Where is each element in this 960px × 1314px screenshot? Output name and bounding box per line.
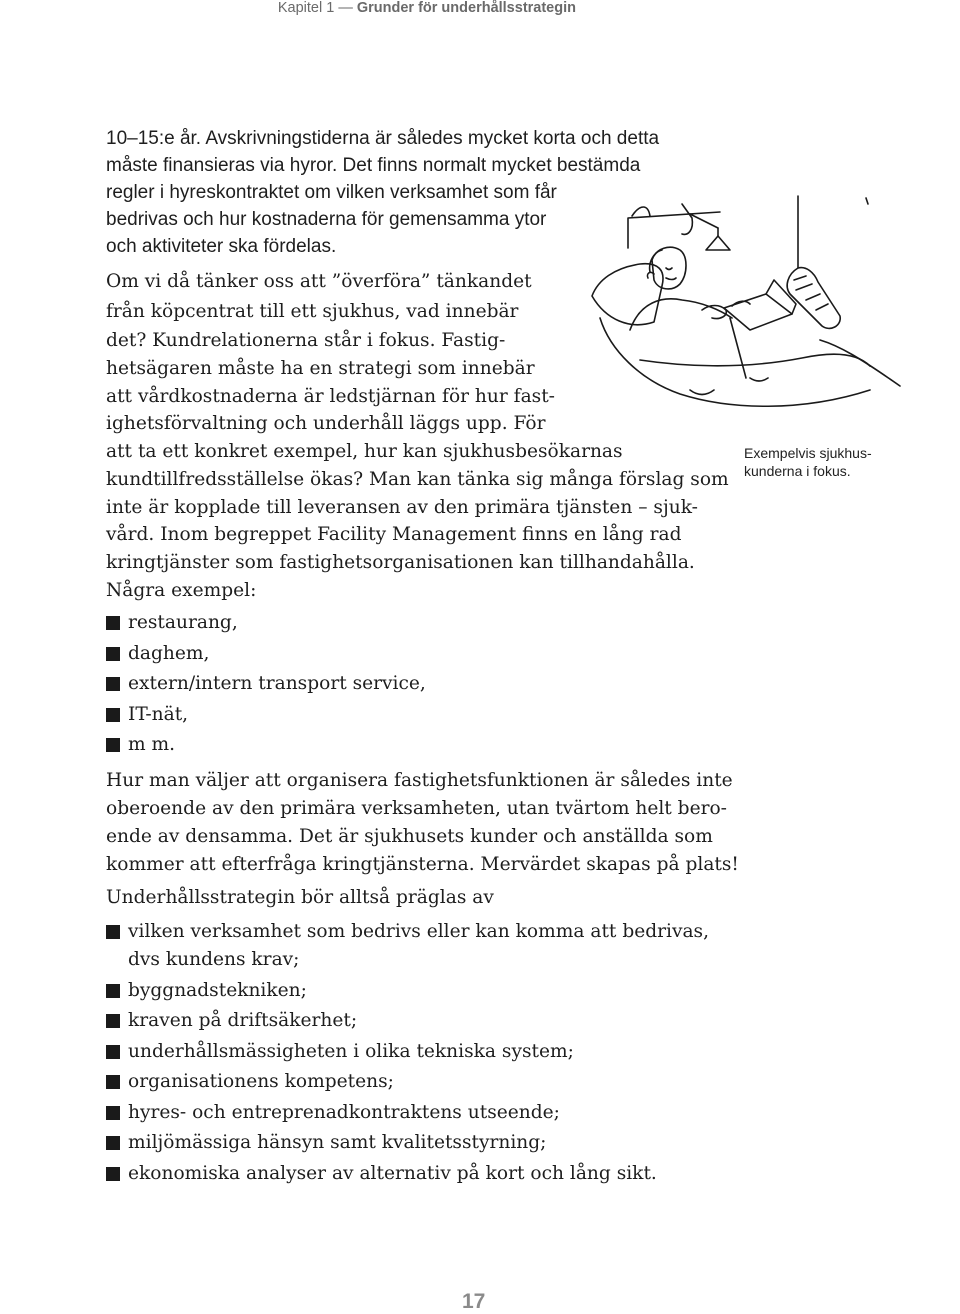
bullet-icon xyxy=(106,738,120,752)
list-item: IT-nät, xyxy=(128,704,189,725)
leg-cast xyxy=(787,268,840,329)
text-line: att ta ett konkret exempel, hur kan sjukhusbesökarnas xyxy=(106,441,623,462)
hospital-patient-illustration xyxy=(570,190,910,440)
text-line: ighetsförvaltning och underhåll läggs upp. För xyxy=(106,413,546,434)
caption-line: Exempelvis sjukhus- xyxy=(744,445,872,461)
text-line: från köpcentrat till ett sjukhus, vad innebär xyxy=(106,301,519,322)
text-line: Om vi då tänker oss att ”överföra” tänkandet xyxy=(106,271,532,292)
paragraph-4: Underhållsstrategin bör alltså präglas av xyxy=(106,887,494,908)
text-line: inte är kopplade till leveransen av den primära tjänsten – sjuk- xyxy=(106,497,698,518)
running-header xyxy=(278,0,576,16)
list-item: kraven på driftsäkerhet; xyxy=(128,1010,358,1031)
list-item: organisationens kompetens; xyxy=(128,1071,394,1092)
list-item: byggnadstekniken; xyxy=(128,980,307,1001)
text-line: kundtillfredsställelse ökas? Man kan tänka sig många förslag som xyxy=(106,469,729,490)
bullet-icon xyxy=(106,647,120,661)
text-line: oberoende av den primära verksamheten, utan tvärtom helt bero- xyxy=(106,798,727,819)
figure-caption xyxy=(744,444,872,480)
list-item: vilken verksamhet som bedrivs eller kan komma att bedrivas, xyxy=(128,921,710,942)
text-line: bedrivas och hur kostnaderna för gemensamma ytor xyxy=(106,209,547,230)
bullet-icon xyxy=(106,984,120,998)
list-item: daghem, xyxy=(128,643,210,664)
text-line: det? Kundrelationerna står i fokus. Fastig- xyxy=(106,330,506,351)
bullet-icon xyxy=(106,925,120,939)
text-line: måste finansieras via hyror. Det finns normalt mycket bestämda xyxy=(106,155,641,176)
patient-body xyxy=(630,299,732,330)
list-item: underhållsmässigheten i olika tekniska system; xyxy=(128,1041,574,1062)
bullet-icon xyxy=(106,677,120,691)
chapter-title: Grunder för underhållsstrategin xyxy=(356,0,576,16)
text-line: vård. Inom begreppet Facility Management finns en lång rad xyxy=(106,524,682,545)
bullet-icon xyxy=(106,1075,120,1089)
bed-frame-line xyxy=(628,212,720,248)
list-item: m m. xyxy=(128,734,176,755)
text-line: regler i hyreskontraktet om vilken verksamhet som får xyxy=(106,182,557,203)
caption-line: kunderna i fokus. xyxy=(744,463,851,479)
chapter-label: Kapitel 1 xyxy=(277,0,335,16)
laptop-icon xyxy=(724,294,792,330)
list-item: ekonomiska analyser av alternativ på kort och lång sikt. xyxy=(128,1163,657,1184)
list-item: restaurang, xyxy=(128,612,238,633)
bullet-icon xyxy=(106,616,120,630)
text-line: Hur man väljer att organisera fastighetsfunktionen är således inte xyxy=(106,770,733,791)
header-dash: — xyxy=(338,0,353,16)
list-item-continuation: dvs kundens krav; xyxy=(128,949,300,970)
list-item: hyres- och entreprenadkontraktens utseende; xyxy=(128,1102,560,1123)
text-line: kommer att efterfråga kringtjänsterna. Mervärdet skapas på plats! xyxy=(106,854,739,875)
lamp-icon xyxy=(706,236,730,250)
text-line: och aktiviteter ska fördelas. xyxy=(106,236,337,257)
bullet-icon xyxy=(106,1106,120,1120)
text-line: att vårdkostnaderna är ledstjärnan för hur fast- xyxy=(106,386,555,407)
text-line: Några exempel: xyxy=(106,580,257,601)
text-line: kringtjänster som fastighetsorganisationen kan tillhandahålla. xyxy=(106,552,695,573)
list-item: miljömässiga hänsyn samt kvalitetsstyrning; xyxy=(128,1132,547,1153)
list-item: extern/intern transport service, xyxy=(128,673,426,694)
bullet-icon xyxy=(106,708,120,722)
bullet-icon xyxy=(106,1136,120,1150)
bed-sheet xyxy=(600,318,870,406)
text-line: hetsägaren måste ha en strategi som innebär xyxy=(106,358,535,379)
bullet-icon xyxy=(106,1014,120,1028)
bullet-icon xyxy=(106,1167,120,1181)
patient-head xyxy=(652,247,686,289)
page-number: 17 xyxy=(462,1290,486,1313)
text-line: 10–15:e år. Avskrivningstiderna är således mycket korta och detta xyxy=(106,128,660,149)
bullet-icon xyxy=(106,1045,120,1059)
text-line: ende av densamma. Det är sjukhusets kunder och anställda som xyxy=(106,826,713,847)
